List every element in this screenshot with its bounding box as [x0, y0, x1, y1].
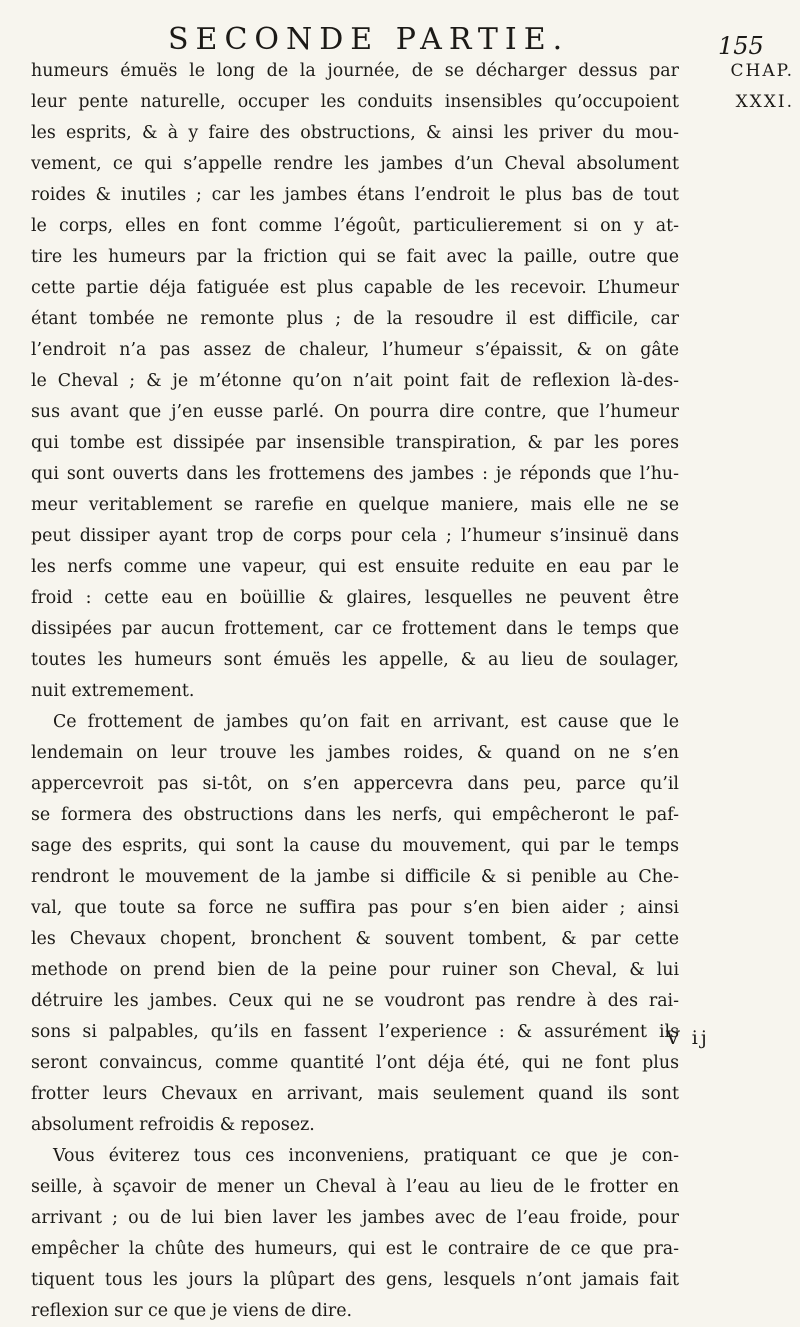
text-line: sage des esprits, qui sont la cause du mouvement, qui par le temps [31, 836, 679, 856]
text-line: froid : cette eau en boüillie & glaires, lesquelles ne peuvent être [31, 588, 679, 608]
text-line: le corps, elles en font comme l’égoût, particulierement si on y at- [31, 216, 679, 236]
text-line: cette partie déja fatiguée est plus capable de les recevoir. L’humeur [31, 278, 679, 298]
text-line: leur pente naturelle, occuper les conduits insensibles qu’occupoient [31, 92, 679, 112]
text-line: toutes les humeurs sont émuës les appelle, & au lieu de soulager, [31, 650, 679, 670]
text-line: val, que toute sa force ne suffira pas pour s’en bien aider ; ainsi [31, 898, 679, 918]
text-line: seille, à sçavoir de mener un Cheval à l’eau au lieu de le frotter en [31, 1177, 679, 1197]
page-number: 155 [718, 32, 764, 60]
text-line: frotter leurs Chevaux en arrivant, mais seulement quand ils sont [31, 1084, 679, 1104]
marginal-chapter-number: XXXI. [735, 92, 794, 112]
text-line: peut dissiper ayant trop de corps pour cela ; l’humeur s’insinuë dans [31, 526, 679, 546]
text-line: meur veritablement se rarefie en quelque maniere, mais elle ne se [31, 495, 679, 515]
signature-mark: V ij [666, 1027, 710, 1049]
paragraph-start-line: Ce frottement de jambes qu’on fait en arrivant, est cause que le [53, 712, 679, 732]
text-line: tire les humeurs par la friction qui se fait avec la paille, outre que [31, 247, 679, 267]
text-line: dissipées par aucun frottement, car ce frottement dans le temps que [31, 619, 679, 639]
text-line: roides & inutiles ; car les jambes étans l’endroit le plus bas de tout [31, 185, 679, 205]
text-line: empêcher la chûte des humeurs, qui est le contraire de ce que pra- [31, 1239, 679, 1259]
text-line: se formera des obstructions dans les nerfs, qui empêcheront le paf- [31, 805, 679, 825]
paragraph-end-line: nuit extremement. [31, 681, 195, 701]
marginal-chapter-note [684, 56, 794, 118]
running-head: SECONDE PARTIE. [168, 22, 570, 57]
text-line: qui sont ouverts dans les frottemens des jambes : je réponds que l’hu- [31, 464, 679, 484]
text-line: vement, ce qui s’appelle rendre les jambes d’un Cheval absolument [31, 154, 679, 174]
paragraph-end-line: absolument refroidis & reposez. [31, 1115, 315, 1135]
text-line: les Chevaux chopent, bronchent & souvent tombent, & par cette [31, 929, 679, 949]
text-line: seront convaincus, comme quantité l’ont déja été, qui ne font plus [31, 1053, 679, 1073]
page-body-text [31, 56, 679, 1327]
text-line: lendemain on leur trouve les jambes roides, & quand on ne s’en [31, 743, 679, 763]
marginal-chapter-label: CHAP. [730, 61, 794, 81]
paragraph-end-line: reflexion sur ce que je viens de dire. [31, 1301, 353, 1321]
text-line: le Cheval ; & je m’étonne qu’on n’ait point fait de reflexion là-des- [31, 371, 679, 391]
text-line: appercevroit pas si-tôt, on s’en appercevra dans peu, parce qu’il [31, 774, 679, 794]
text-line: tiquent tous les jours la plûpart des gens, lesquels n’ont jamais fait [31, 1270, 679, 1290]
text-line: methode on prend bien de la peine pour ruiner son Cheval, & lui [31, 960, 679, 980]
text-line: arrivant ; ou de lui bien laver les jambes avec de l’eau froide, pour [31, 1208, 679, 1228]
text-line: détruire les jambes. Ceux qui ne se voudront pas rendre à des rai- [31, 991, 679, 1011]
text-line: sus avant que j’en eusse parlé. On pourra dire contre, que l’humeur [31, 402, 679, 422]
text-line: les nerfs comme une vapeur, qui est ensuite reduite en eau par le [31, 557, 679, 577]
text-line: qui tombe est dissipée par insensible transpiration, & par les pores [31, 433, 679, 453]
paragraph-start-line: Vous éviterez tous ces inconveniens, pratiquant ce que je con- [53, 1146, 679, 1166]
text-line: humeurs émuës le long de la journée, de se décharger dessus par [31, 61, 679, 81]
text-line: étant tombée ne remonte plus ; de la resoudre il est difficile, car [31, 309, 679, 329]
text-line: l’endroit n’a pas assez de chaleur, l’humeur s’épaissit, & on gâte [31, 340, 679, 360]
text-line: rendront le mouvement de la jambe si difficile & si penible au Che- [31, 867, 679, 887]
text-line: sons si palpables, qu’ils en fassent l’experience : & assurément ils [31, 1022, 679, 1042]
text-line: les esprits, & à y faire des obstructions, & ainsi les priver du mou- [31, 123, 679, 143]
